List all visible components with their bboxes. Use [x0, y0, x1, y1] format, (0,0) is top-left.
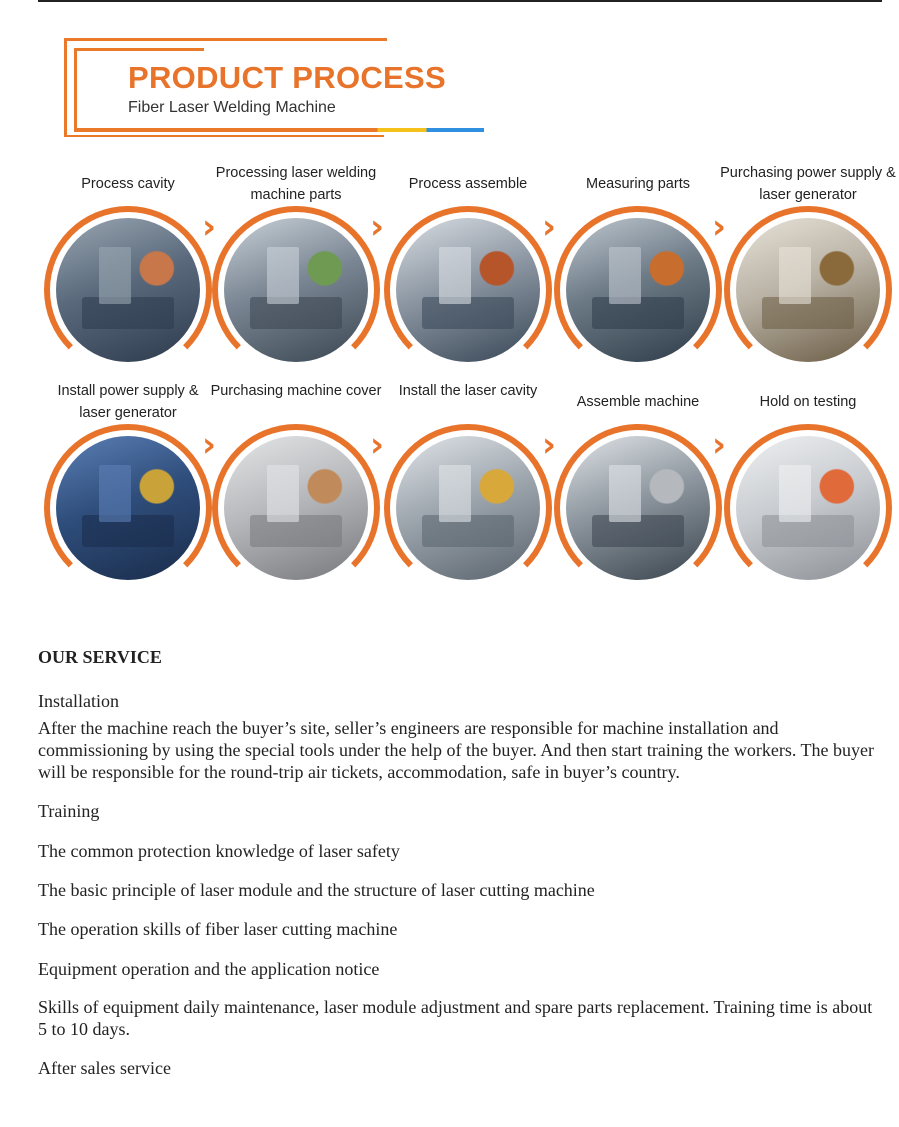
electrical-cabinet-photo	[56, 436, 200, 580]
photo-detail	[439, 465, 471, 523]
banner-rule-outer	[64, 135, 384, 137]
workers-at-milling-machine-photo	[56, 218, 200, 362]
chevron-right-icon: ›	[202, 425, 217, 465]
process-step-label: Assemble machine	[576, 394, 700, 410]
photo-detail	[99, 465, 131, 523]
chevron-right-icon: ›	[370, 425, 385, 465]
training-item: Skills of equipment daily maintenance, laser module adjustment and spare parts replacement. Training time is about 5 to 10 days.	[38, 997, 873, 1039]
photo-detail	[779, 465, 811, 523]
photo-detail	[267, 247, 299, 305]
service-heading: OUR SERVICE	[38, 647, 162, 667]
training-title: Training	[38, 801, 100, 821]
process-step-label: Install power supply & laser generator	[57, 383, 199, 421]
process-step-label: Processing laser welding machine parts	[215, 165, 377, 203]
photo-detail	[99, 247, 131, 305]
after-sales-title: After sales service	[38, 1058, 171, 1078]
photo-detail	[267, 465, 299, 523]
banner-color-rule	[74, 128, 484, 132]
chevron-right-icon: ›	[712, 207, 727, 247]
process-step-label: Hold on testing	[759, 394, 857, 410]
finished-machines-testing-photo	[736, 436, 880, 580]
photo-detail	[609, 247, 641, 305]
warehouse-shelves-photo	[736, 218, 880, 362]
process-step-label: Process cavity	[81, 176, 175, 192]
photo-detail	[439, 247, 471, 305]
machine-covers-stock-photo	[224, 436, 368, 580]
banner-frame-top	[74, 48, 204, 51]
worker-measuring-parts-photo	[566, 218, 710, 362]
laser-cavity-module-photo	[396, 436, 540, 580]
chevron-right-icon: ›	[202, 207, 217, 247]
banner-title: PRODUCT PROCESS	[128, 60, 446, 95]
chevron-right-icon: ›	[542, 207, 557, 247]
process-step-label: Process assemble	[408, 176, 528, 192]
installation-title: Installation	[38, 691, 119, 711]
training-item: The operation skills of fiber laser cutting machine	[38, 919, 398, 939]
cnc-machining-workshop-photo	[224, 218, 368, 362]
top-divider	[38, 0, 882, 2]
training-item: The common protection knowledge of laser safety	[38, 841, 400, 861]
chevron-right-icon: ›	[370, 207, 385, 247]
photo-detail	[609, 465, 641, 523]
process-step-label: Install the laser cavity	[398, 383, 538, 399]
chevron-right-icon: ›	[712, 425, 727, 465]
chevron-right-icon: ›	[542, 425, 557, 465]
installation-text: After the machine reach the buyer’s site, seller’s engineers are responsible for machine installation and commissioning by using the special tools under the help of the buyer. And then start training the workers. The buyer will be responsible for the round-trip air tickets, accommodation, safe in buyer’s country.	[38, 718, 875, 782]
product-process-banner	[62, 34, 492, 144]
process-step-label: Measuring parts	[586, 176, 690, 192]
training-item: The basic principle of laser module and the structure of laser cutting machine	[38, 880, 595, 900]
process-step-label: Purchasing power supply & laser generator	[720, 165, 896, 203]
process-step-label: Purchasing machine cover	[210, 383, 382, 399]
training-item: Equipment operation and the application notice	[38, 959, 380, 979]
photo-detail	[779, 247, 811, 305]
banner-subtitle: Fiber Laser Welding Machine	[128, 99, 336, 116]
machine-assembly-photo	[566, 436, 710, 580]
assembly-workbench-photo	[396, 218, 540, 362]
